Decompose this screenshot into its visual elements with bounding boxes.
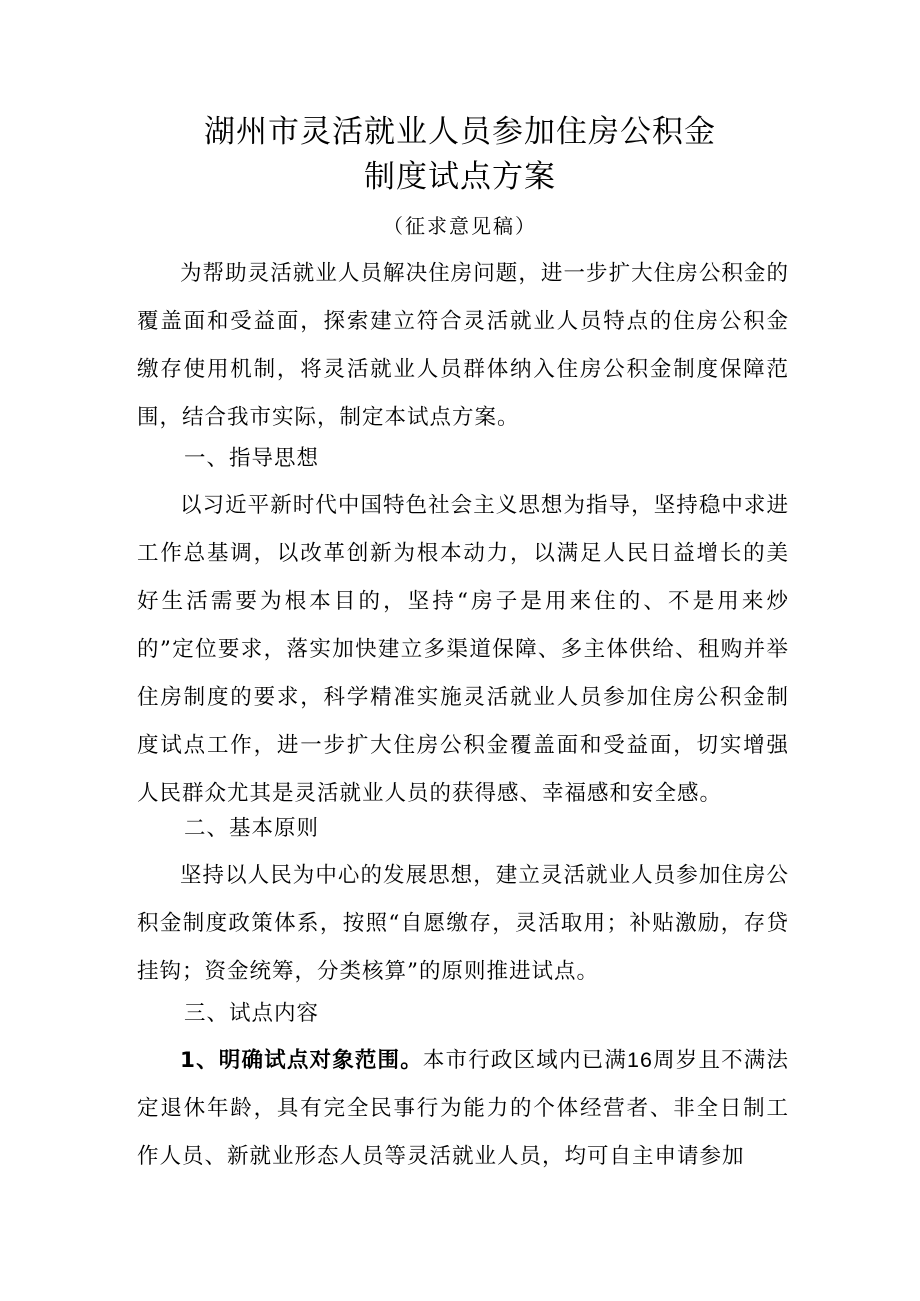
section-heading-basic-principles: 二、基本原则	[184, 816, 320, 841]
section-body-basic-principles: 坚持以人民为中心的发展思想，建立灵活就业人员参加住房公积金制度政策体系，按照“自愿缴存，灵活取用；补贴激励，存贷挂钩；资金统筹，分类核算”的原则推进试点。	[137, 863, 789, 984]
section-body-guiding-ideology: 以习近平新时代中国特色社会主义思想为指导，坚持稳中求进工作总基调，以改革创新为根本动力，以满足人民日益增长的美好生活需要为根本目的，坚持“房子是用来住的、不是用来炒的”定位要求，落实加快建立多渠道保障、多主体供给、租购并举住房制度的要求，科学精准实施灵活就业人员参加住房公积金制度试点工作，进一步扩大住房公积金覆盖面和受益面，切实增强人民群众尤其是灵活就业人员的获得感、幸福感和安全感。	[137, 493, 789, 806]
item-text-part-b: 周岁且不满法定退休年龄，具有完全民事行为能力的个体经营者、非全日制工作人员、新就业形态人员等灵活就业人员，均可自主申请参加	[137, 1048, 789, 1169]
section-heading-pilot-content: 三、试点内容	[184, 1001, 320, 1026]
section-item-pilot-scope	[137, 1036, 789, 1181]
item-age-number: 16	[627, 1048, 653, 1072]
item-text-part-a: 本市行政区域内已满	[422, 1048, 627, 1073]
section-heading-guiding-ideology: 一、指导思想	[184, 446, 320, 471]
document-subtitle: （征求意见稿）	[383, 214, 537, 238]
document-title-line-2: 制度试点方案	[364, 159, 556, 195]
document-title-line-1: 湖州市灵活就业人员参加住房公积金	[204, 114, 716, 150]
intro-paragraph: 为帮助灵活就业人员解决住房问题，进一步扩大住房公积金的覆盖面和受益面，探索建立符合灵活就业人员特点的住房公积金缴存使用机制，将灵活就业人员群体纳入住房公积金制度保障范围，结合我市实际，制定本试点方案。	[137, 261, 789, 430]
item-label-pilot-scope: 1、明确试点对象范围。	[180, 1048, 423, 1073]
